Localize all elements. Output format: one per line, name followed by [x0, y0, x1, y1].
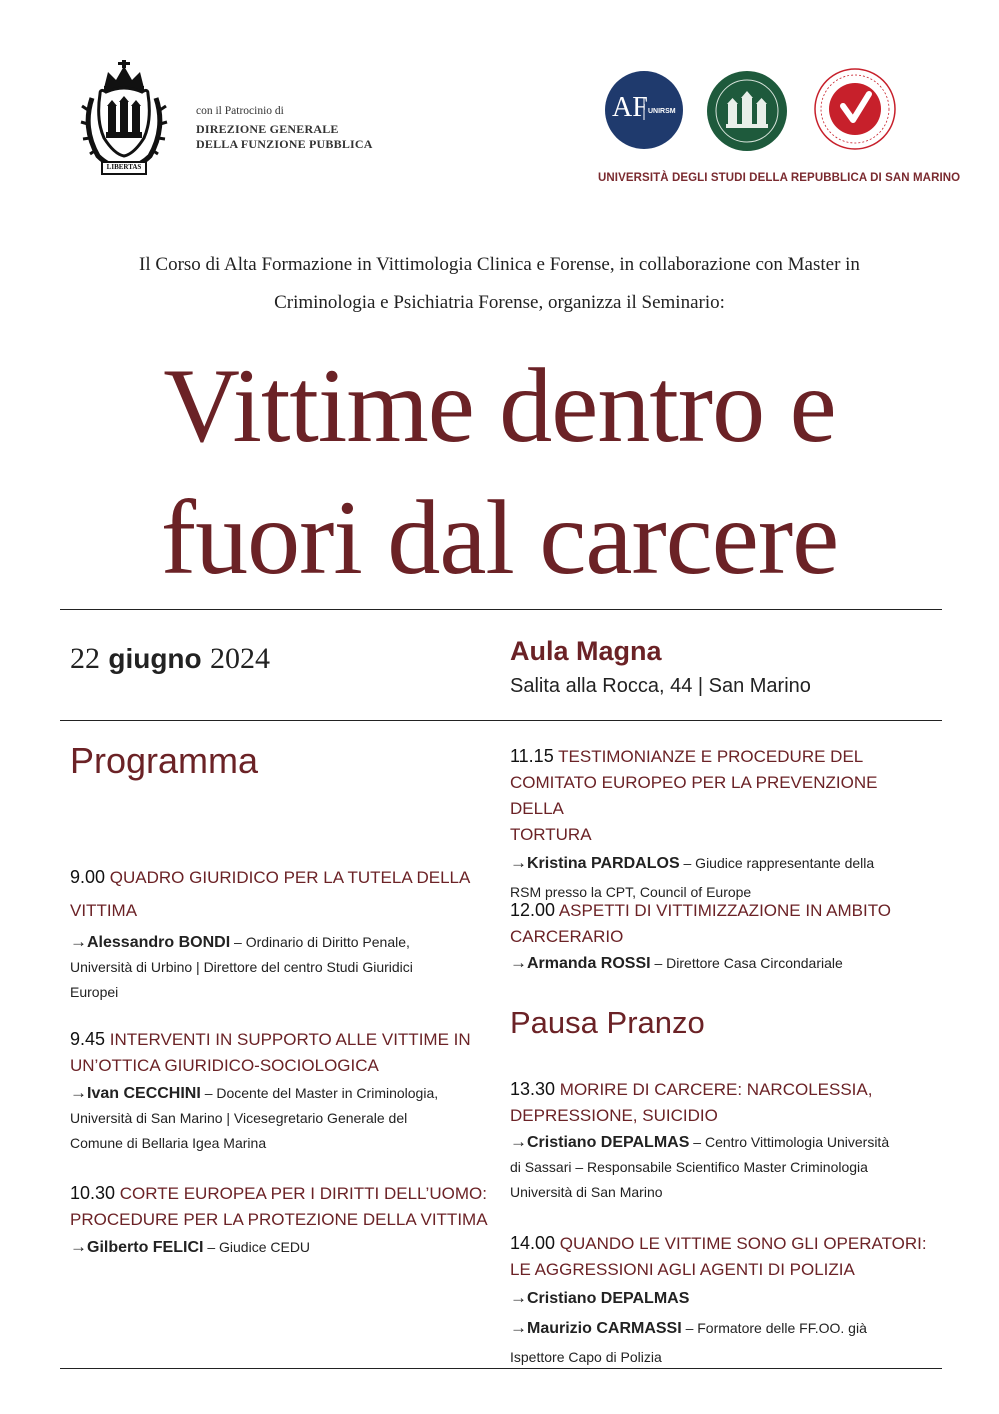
- session-time: 9.00: [70, 867, 106, 887]
- speaker-name: Armanda ROSSI: [527, 955, 651, 972]
- session-title-line-2: UN’OTTICA GIURIDICO-SOCIOLOGICA: [70, 1056, 379, 1075]
- date-month: giugno: [108, 643, 202, 674]
- session-title-line-1: QUADRO GIURIDICO PER LA TUTELA DELLA: [109, 868, 471, 887]
- arrow-right-icon: →: [70, 932, 87, 951]
- session-13-30: [510, 1076, 940, 1205]
- session-14-00: [510, 1230, 940, 1372]
- speaker-role-line-3: Comune di Bellaria Igea Marina: [70, 1135, 267, 1151]
- session-title: [70, 1026, 490, 1079]
- speaker-role-line-1: – Ordinario di Diritto Penale,: [234, 934, 410, 950]
- victimology-research-center-logo: [812, 66, 898, 152]
- session-time: 12.00: [510, 900, 556, 920]
- speaker-role-line-2: Ispettore Capo di Polizia: [510, 1349, 662, 1365]
- speaker-name: Alessandro BONDI: [87, 934, 231, 951]
- session-time: 9.45: [70, 1029, 106, 1049]
- date-year: 2024: [209, 642, 270, 675]
- session-title-line-1: QUANDO LE VITTIME SONO GLI OPERATORI:: [559, 1234, 927, 1253]
- session-title-line-2: PROCEDURE PER LA PROTEZIONE DELLA VITTIMA: [70, 1210, 488, 1229]
- speaker-role-line-1: – Centro Vittimologia Università: [693, 1134, 890, 1150]
- venue-address: Salita alla Rocca, 44 | San Marino: [510, 675, 811, 697]
- session-title: [510, 1230, 940, 1283]
- venue-name: Aula Magna: [510, 636, 662, 666]
- speaker-role-line-1: – Giudice CEDU: [207, 1239, 311, 1255]
- speaker-name: Cristiano DEPALMAS: [527, 1134, 690, 1151]
- speaker-role-line-1: – Formatore delle FF.OO. già: [685, 1320, 867, 1336]
- divider-bottom: [60, 1368, 942, 1369]
- session-12-00: [510, 897, 930, 976]
- speaker-role-line-1: – Direttore Casa Circondariale: [654, 955, 843, 971]
- session-title-line-1: ASPETTI DI VITTIMIZZAZIONE IN AMBITO: [558, 901, 891, 920]
- speaker-role-line-2: Università di Urbino | Direttore del centro Studi Giuridici: [70, 959, 413, 975]
- session-11-15: [510, 743, 930, 907]
- arrow-right-icon: →: [510, 953, 527, 972]
- af-logo-text: AF: [612, 92, 648, 123]
- session-title-line-1: CORTE EUROPEA PER I DIRITTI DELL’UOMO:: [119, 1184, 487, 1203]
- arrow-right-icon: →: [70, 1083, 87, 1102]
- title-line-2: fuori dal carcere: [160, 479, 839, 596]
- speaker-role-line-3: Università di San Marino: [510, 1184, 663, 1200]
- session-title-line-2: DEPRESSIONE, SUICIDIO: [510, 1106, 718, 1125]
- divider-top: [60, 609, 942, 610]
- title-line-1: Vittime dentro e: [163, 347, 836, 464]
- session-title: [510, 897, 930, 950]
- session-time: 11.15: [510, 746, 554, 766]
- program-heading: Programma: [70, 740, 259, 781]
- session-speaker: [70, 1080, 490, 1156]
- speaker-role-line-1: – Giudice rappresentante della: [683, 855, 875, 871]
- session-10-30: [70, 1180, 510, 1260]
- session-time: 10.30: [70, 1183, 116, 1203]
- speaker-role-line-2: Università di San Marino | Vicesegretario Generale del: [70, 1110, 408, 1126]
- speaker-name: Ivan CECCHINI: [87, 1085, 201, 1102]
- session-title-line-1: INTERVENTI IN SUPPORTO ALLE VITTIME IN: [109, 1030, 471, 1049]
- seminar-title: [40, 340, 959, 604]
- speaker-role-line-2: di Sassari – Responsabile Scientifico Master Criminologia: [510, 1159, 868, 1175]
- arrow-right-icon: →: [70, 1237, 87, 1256]
- event-date: [70, 642, 270, 676]
- date-day: 22: [70, 642, 100, 675]
- patronage-institution-line1: DIREZIONE GENERALE: [196, 122, 339, 137]
- session-title: [510, 1076, 940, 1129]
- lunch-break-label: Pausa Pranzo: [510, 1005, 705, 1040]
- session-speaker: [510, 950, 930, 976]
- arrow-right-icon: →: [510, 1132, 527, 1151]
- af-logo-subtext: UNIRSM: [648, 108, 676, 115]
- arrow-right-icon: →: [510, 853, 527, 872]
- session-9-00: [70, 861, 490, 1005]
- university-name: UNIVERSITÀ DEGLI STUDI DELLA REPUBBLICA DI SAN MARINO: [598, 172, 961, 184]
- patronage-block: [196, 104, 373, 152]
- patronage-institution-line2: DELLA FUNZIONE PUBBLICA: [196, 137, 373, 152]
- intro-line-1: Il Corso di Alta Formazione in Vittimologia Clinica e Forense, in collaborazione con Master in: [139, 254, 860, 275]
- session-title: [70, 861, 490, 927]
- session-9-45: [70, 1026, 490, 1156]
- arrow-right-icon: →: [510, 1288, 527, 1307]
- speaker-name: Gilberto FELICI: [87, 1239, 204, 1256]
- speaker-name: Kristina PARDALOS: [527, 855, 680, 872]
- university-seal-logo: [706, 70, 788, 152]
- speaker-role-line-2: RSM presso la CPT, Council of Europe: [510, 884, 752, 900]
- session-title-line-2: CARCERARIO: [510, 927, 624, 946]
- sm-motto-text: LIBERTAS: [106, 163, 142, 171]
- session-speaker-1: [510, 1283, 940, 1313]
- session-title-line-1: MORIRE DI CARCERE: NARCOLESSIA,: [559, 1080, 873, 1099]
- san-marino-coat-of-arms-logo: [78, 58, 170, 180]
- speaker-name: Maurizio CARMASSI: [527, 1320, 682, 1337]
- session-title-line-2: COMITATO EUROPEO PER LA PREVENZIONE DELLA: [510, 773, 878, 818]
- divider-middle: [60, 720, 942, 721]
- session-speaker: [70, 1234, 510, 1260]
- patronage-label: con il Patrocinio di: [196, 105, 284, 117]
- session-title-line-1: TESTIMONIANZE E PROCEDURE DEL: [558, 747, 864, 766]
- session-title-line-2: VITTIMA: [70, 901, 138, 920]
- session-speaker: [510, 1129, 940, 1205]
- arrow-right-icon: →: [510, 1318, 527, 1337]
- session-time: 14.00: [510, 1233, 556, 1253]
- session-speaker-2: [510, 1313, 940, 1372]
- speaker-role-line-3: Europei: [70, 984, 119, 1000]
- session-speaker: [70, 929, 490, 1005]
- af-unirsm-logo: [604, 70, 684, 150]
- intro-line-2: Criminologia e Psichiatria Forense, organizza il Seminario:: [274, 292, 725, 313]
- session-time: 13.30: [510, 1079, 556, 1099]
- session-title-line-3: TORTURA: [510, 825, 592, 844]
- intro-text: [60, 246, 939, 322]
- session-title-line-2: LE AGGRESSIONI AGLI AGENTI DI POLIZIA: [510, 1260, 855, 1279]
- session-title: [70, 1180, 510, 1233]
- session-title: [510, 743, 930, 848]
- speaker-role-line-1: – Docente del Master in Criminologia,: [204, 1085, 439, 1101]
- speaker-name: Cristiano DEPALMAS: [527, 1290, 690, 1307]
